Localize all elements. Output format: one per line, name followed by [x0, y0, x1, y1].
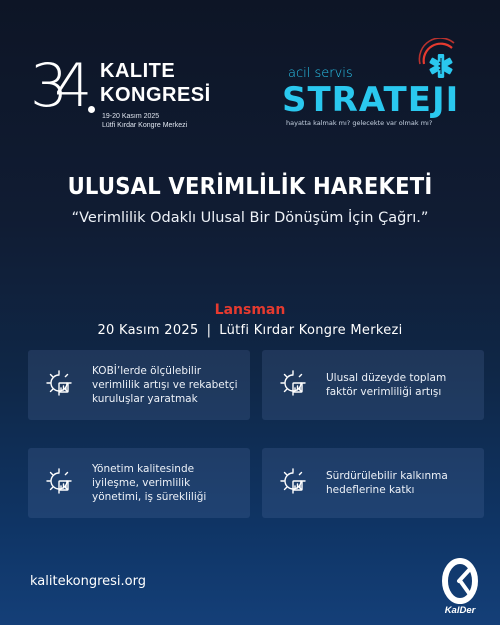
website-link[interactable]: kalitekongresi.org — [30, 574, 146, 589]
quote: “Verimlilik Odaklı Ulusal Bir Dönüşüm İçin Çağrı.” — [71, 210, 429, 226]
goal-card — [28, 350, 250, 420]
congress-number-dot — [88, 106, 95, 113]
goal-card — [28, 448, 250, 518]
strateji-tagline: hayatta kalmak mı? gelecekte var olmak mı? — [286, 119, 433, 127]
launch-info — [0, 323, 500, 338]
launch-date: 20 Kasım 2025 — [97, 323, 199, 338]
goal-card-text: Yönetim kalitesinde iyileşme, verimlilik yönetimi, iş sürekliliği — [92, 463, 207, 503]
gear-chart-icon — [44, 466, 74, 496]
goal-card — [262, 448, 484, 518]
congress-title-line1: KALITE — [100, 60, 176, 82]
strateji-name: STRATEJI — [282, 80, 460, 120]
launch-separator: | — [206, 323, 212, 338]
congress-logo — [30, 51, 230, 136]
launch-label: Lansman — [214, 302, 286, 318]
goal-card — [262, 350, 484, 420]
congress-title-line2: KONGRESİ — [100, 84, 211, 106]
launch-venue: Lütfi Kırdar Kongre Merkezi — [219, 323, 403, 338]
headline: ULUSAL VERİMLİLİK HAREKETİ — [67, 174, 433, 200]
kalder-brand: KalDer — [444, 605, 476, 616]
congress-number: 34 — [30, 51, 79, 121]
goal-card-text: KOBİ’lerde ölçülebilir verimlilik artışı ve rekabetçi kuruluşlar yaratmak — [92, 365, 238, 405]
goal-card-text: Ulusal düzeyde toplam faktör verimliliği artışı — [326, 372, 447, 398]
gear-chart-icon — [278, 466, 308, 496]
strateji-logo — [282, 38, 472, 138]
gear-chart-icon — [44, 368, 74, 398]
gear-chart-icon — [278, 368, 308, 398]
congress-venue: Lütfi Kırdar Kongre Merkezi — [102, 122, 188, 129]
strateji-prefix: acil servis — [288, 66, 353, 81]
goal-card-text: Sürdürülebilir kalkınma hedeflerine katkı — [326, 470, 448, 496]
congress-date: 19-20 Kasım 2025 — [102, 113, 160, 120]
